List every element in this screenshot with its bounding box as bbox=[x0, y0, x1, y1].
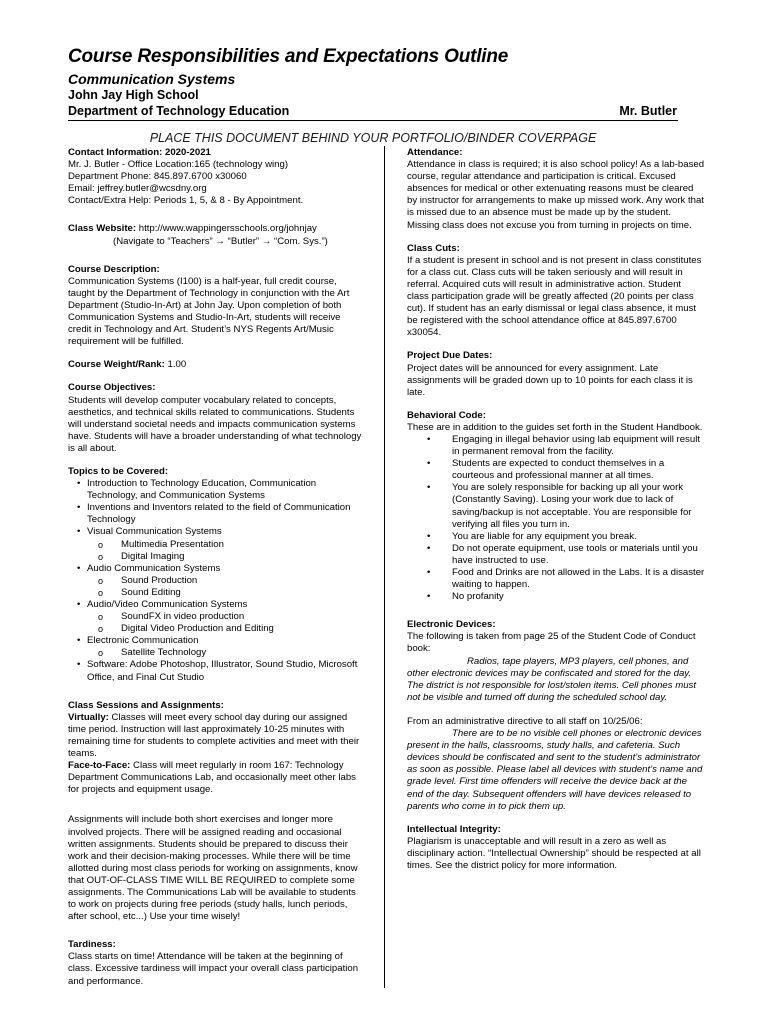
devices-directive: From an administrative directive to all staff on 10/25/06: bbox=[407, 715, 643, 727]
weight-label: Course Weight/Rank: bbox=[68, 359, 165, 371]
behavior-item: • Food and Drinks are not allowed in the Labs. It is a disaster waiting to happen. bbox=[407, 567, 705, 591]
teacher-name: Mr. Butler bbox=[619, 104, 677, 118]
behavior-list bbox=[407, 434, 705, 603]
behavior-item: • No profanity bbox=[407, 591, 705, 603]
behavior-item: • Engaging in illegal behavior using lab equipment will result in permanent removal from the facility. bbox=[407, 434, 705, 458]
binder-banner: PLACE THIS DOCUMENT BEHIND YOUR PORTFOLIO/BINDER COVERPAGE bbox=[149, 131, 597, 145]
topic-item: • Audio/Video Communication Systems o SoundFX in video production o Digital Video Production and Editing bbox=[68, 599, 366, 635]
cuts-heading: Class Cuts: bbox=[407, 242, 460, 254]
tardiness-heading: Tardiness: bbox=[68, 939, 116, 951]
column-divider bbox=[384, 146, 385, 988]
contact-line: Contact/Extra Help: Periods 1, 5, & 8 ‐ By Appointment. bbox=[68, 195, 304, 207]
website-navigation: (Navigate to “Teachers” → “Butler” → “Com. Sys.”) bbox=[113, 235, 328, 247]
devices-section bbox=[407, 619, 705, 812]
topic-item: • Visual Communication Systems o Multimedia Presentation o Digital Imaging bbox=[68, 526, 366, 562]
topic-item: • Inventions and Inventors related to the field of Communication Technology bbox=[68, 502, 366, 526]
website-label: Class Website: bbox=[68, 223, 137, 235]
document-title: Course Responsibilities and Expectations Outline bbox=[68, 46, 509, 67]
objectives-heading: Course Objectives: bbox=[68, 382, 156, 394]
topic-item: • Audio Communication Systems o Sound Production o Sound Editing bbox=[68, 563, 366, 599]
subtopic-item: o Satellite Technology bbox=[87, 647, 366, 659]
weight-section bbox=[68, 359, 366, 371]
subtopic-item: o Multimedia Presentation bbox=[87, 539, 366, 551]
header-rule bbox=[68, 120, 678, 121]
contact-heading: Contact Information: 2020-2021 bbox=[68, 147, 211, 158]
cuts-text: If a student is present in school and is not present in class constitutes for a class cut. Class cuts will be taken seriously and will result in referral. Acquired cuts will result in administrative action. Student class participation grade will be greatly affected (20 points per class cut). If student has an early dismissal or legal class absence, it must be registered with the school attendance office at 845.897.6700 x30054. bbox=[407, 254, 702, 339]
attendance-text: Attendance in class is required; it is also school policy! As a lab-based course, regular attendance and participation is critical. Excused absences for medical or other extenuating reasons must be cleared by instructor for arrangements to make up missed work. Any work that is missed due to an absence must be made up by the student. Missing class does not excuse you from turning in projects on time. bbox=[407, 159, 705, 231]
attendance-section bbox=[407, 147, 705, 232]
website-link[interactable]: http://www.wappingersschools.org/johnjay bbox=[136, 223, 317, 235]
subtopic-item: o Digital Video Production and Editing bbox=[87, 623, 366, 635]
subtopic-list bbox=[87, 539, 366, 563]
weight-line bbox=[68, 359, 366, 371]
devices-quote: Radios, tape players, MP3 players, cell phones, and other electronic devices may be confiscated and stored for the day. The district is not responsible for lost/stolen items. Cell phones must not be visible and turned off during the scheduled school day. bbox=[407, 655, 697, 703]
behavior-item: • You are solely responsible for backing up all your work (Constantly Saving). Losing your work due to lack of saving/backup is not acceptable. You are responsible for verifying all files you turn in. bbox=[407, 482, 705, 530]
attendance-heading: Attendance: bbox=[407, 147, 463, 158]
subtopic-item: o SoundFX in video production bbox=[87, 611, 366, 623]
description-text: Communication Systems (I100) is a half-year, full credit course, taught by the Department of Technology in conjunction with the Art Department (Studio-In-Art) at John Jay. Upon completion of both Communication Systems and Studio-In-Art, students will receive credit in Technology and Art. Student’s NYS Regents Art/Music requirement will be fulfilled. bbox=[68, 275, 350, 348]
tardiness-text: Class starts on time! Attendance will be taken at the beginning of class. Excessive tardiness will impact your overall class participation and performance. bbox=[68, 951, 359, 987]
virtual-paragraph bbox=[68, 712, 366, 760]
topics-heading: Topics to be Covered: bbox=[68, 465, 169, 477]
contact-line: Email: jeffrey.butler@wcsdny.org bbox=[68, 183, 207, 195]
virtual-text: Classes will meet every school day during our assigned time period. Instruction will last approximately 10-25 minutes with remaining time for students to complete activities and meet with their teams. bbox=[68, 711, 360, 760]
behavior-intro: These are in addition to the guides set forth in the Student Handbook. bbox=[407, 421, 703, 433]
website-section bbox=[68, 223, 366, 247]
objectives-section bbox=[68, 382, 366, 455]
behavior-heading: Behavioral Code: bbox=[407, 409, 486, 421]
left-column bbox=[68, 147, 366, 999]
integrity-text: Plagiarism is unacceptable and will result in a zero as well as disciplinary action. “Intellectual Ownership” should be respected at all times. See the district policy for more information. bbox=[407, 835, 701, 871]
due-dates-heading: Project Due Dates: bbox=[407, 350, 493, 362]
topics-list bbox=[68, 478, 366, 684]
virtual-label: Virtually: bbox=[68, 711, 109, 723]
devices-intro: The following is taken from page 25 of the Student Code of Conduct book: bbox=[407, 631, 696, 655]
assignments-text: Assignments will include both short exercises and longer more involved projects. There will be assigned reading and occasional written assignments. Students should be prepared to discuss their work and their decision-making processes. While there will be time allotted during most class periods for working on assignments, know that OUT-OF-CLASS TIME WILL BE REQUIRED to complete some assignments. The Communications Lab will be available to students to work on projects during free periods (study halls, lunch periods, after school, etc...) Use your time wisely! bbox=[68, 814, 358, 923]
website-line bbox=[68, 223, 366, 235]
behavior-item: • You are liable for any equipment you break. bbox=[407, 531, 705, 543]
description-heading: Course Description: bbox=[68, 263, 160, 275]
contact-line: Department Phone: 845.897.6700 x30060 bbox=[68, 171, 247, 183]
topic-item: • Software: Adobe Photoshop, Illustrator, Sound Studio, Microsoft Office, and Final Cut Studio bbox=[68, 659, 366, 683]
topics-section bbox=[68, 466, 366, 684]
tardiness-section bbox=[68, 939, 366, 987]
contact-line: Mr. J. Butler ‐ Office Location:165 (technology wing) bbox=[68, 159, 289, 171]
department-name: Department of Technology Education bbox=[68, 104, 290, 118]
objectives-text: Students will develop computer vocabulary related to concepts, aesthetics, and technical skills related to communications. Students will understand societal needs and impacts communication systems have. Students will have a broader understanding of what technology is all about. bbox=[68, 394, 362, 454]
devices-directive-quote: There are to be no visible cell phones or electronic devices present in the halls, classrooms, study halls, and cafeteria. Such devices should be confiscated and sent to the student’s administrator as soon as possible. Please label all devices with student’s name and grade level. First time offenders will receive the device back at the end of the day. Subsequent offenders will have devices released to parents who come in to pick them up. bbox=[407, 728, 703, 812]
subtopic-item: o Sound Production bbox=[87, 575, 366, 587]
behavior-section bbox=[407, 410, 705, 604]
f2f-text: Class will meet regularly in room 167: Technology Department Communications Lab, and occasionally meet other labs for projects and equipment usage. bbox=[68, 760, 356, 796]
topic-item: • Introduction to Technology Education, Communication Technology, and Communication Systems bbox=[68, 478, 366, 502]
subtopic-item: o Sound Editing bbox=[87, 587, 366, 599]
f2f-label: Face-to-Face: bbox=[68, 760, 131, 772]
subtopic-item: o Digital Imaging bbox=[87, 551, 366, 563]
right-column bbox=[407, 147, 705, 883]
topic-item: • Electronic Communication o Satellite Technology bbox=[68, 635, 366, 659]
devices-heading: Electronic Devices: bbox=[407, 619, 496, 631]
course-subtitle: Communication Systems bbox=[68, 71, 236, 87]
f2f-paragraph bbox=[68, 760, 366, 796]
weight-value: 1.00 bbox=[164, 359, 187, 371]
subtopic-list bbox=[87, 647, 366, 659]
subtopic-list bbox=[87, 575, 366, 599]
due-dates-section bbox=[407, 350, 705, 398]
contact-section bbox=[68, 147, 366, 207]
subtopic-list bbox=[87, 611, 366, 635]
behavior-item: • Students are expected to conduct themselves in a courteous and professional manner at all times. bbox=[407, 458, 705, 482]
description-section bbox=[68, 264, 366, 349]
sessions-heading: Class Sessions and Assignments: bbox=[68, 699, 224, 711]
integrity-heading: Intellectual Integrity: bbox=[407, 823, 501, 835]
due-dates-text: Project dates will be announced for every assignment. Late assignments will be graded down up to 10 points for each class it is late. bbox=[407, 362, 693, 398]
cuts-section bbox=[407, 243, 705, 340]
school-name: John Jay High School bbox=[68, 88, 199, 102]
behavior-item: • Do not operate equipment, use tools or materials until you have instructed to use. bbox=[407, 543, 705, 567]
integrity-section bbox=[407, 824, 705, 872]
sessions-section bbox=[68, 700, 366, 924]
